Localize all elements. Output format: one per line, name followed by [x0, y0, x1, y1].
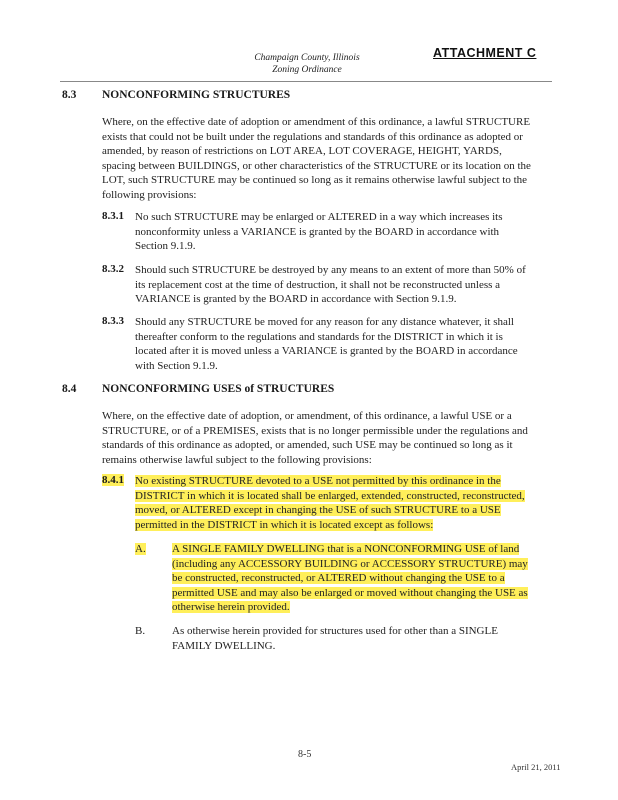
item-8-4-1-text: No existing STRUCTURE devoted to a USE not permitted by this ordinance in the DISTRICT in which it is located shall be enlarged, extended, constructed, reconstructed, moved, or ALTERED except in changing the USE of such STRUCTURE to a USE permitted in the DISTRICT in which it is located except as follows: [135, 475, 525, 531]
section-8-3-intro: Where, on the effective date of adoption or amendment of this ordinance, a lawful STRUCTURE exists that could not be built under the regulations and standards of this ordinance as adopted or amended, by reason of restrictions on LOT AREA, LOT COVERAGE, HEIGHT, YARDS, spacing between BUILDINGS, or other characteristics of the STRUCTURE or its location on the LOT, such STRUCTURE may be continued so long as it remains otherwise lawful subject to the following provisions: [102, 116, 531, 201]
attachment-label: ATTACHMENT C [433, 46, 537, 60]
item-8-3-1-text: No such STRUCTURE may be enlarged or ALTERED in a way which increases its nonconformity unless a VARIANCE is granted by the BOARD in accordance with Section 9.1.9. [135, 211, 503, 253]
subitem-a-text: A SINGLE FAMILY DWELLING that is a NONCONFORMING USE of land (including any ACCESSORY BUILDING or ACCESSORY STRUCTURE) may be constructed, reconstructed, or ALTERED without changing the USE to a permitted USE and may also be enlarged or moved without changing the USE as otherwise herein provided. [172, 543, 528, 614]
item-8-3-2-text: Should such STRUCTURE be destroyed by any means to an extent of more than 50% of its replacement cost at the time of destruction, it shall not be reconstructed unless a VARIANCE is granted by the BOARD in accordance with Section 9.1.9. [135, 264, 526, 306]
county-name: Champaign County, Illinois [254, 53, 360, 63]
item-8-4-1-number: 8.4.1 [102, 474, 124, 486]
item-8-3-1-number: 8.3.1 [102, 210, 124, 222]
item-8-3-3-number: 8.3.3 [102, 315, 124, 327]
item-8-3-3-text: Should any STRUCTURE be moved for any reason for any distance whatever, it shall thereafter conform to the regulations and standards for the DISTRICT in which it is located after it is moved unless a VARIANCE is granted by the BOARD in accordance with Section 9.1.9. [135, 316, 518, 372]
ordinance-name: Zoning Ordinance [272, 65, 342, 75]
subitem-b-label: B. [135, 625, 146, 637]
page-number: 8-5 [298, 749, 312, 760]
subitem-b-text: As otherwise herein provided for structures used for other than a SINGLE FAMILY DWELLING. [172, 625, 498, 652]
section-8-4-title: NONCONFORMING USES of STRUCTURES [102, 383, 335, 395]
section-8-3-number: 8.3 [62, 89, 77, 101]
section-8-4-number: 8.4 [62, 383, 77, 395]
revision-date: April 21, 2011 [511, 762, 561, 772]
header-rule [60, 81, 552, 82]
item-8-3-2-number: 8.3.2 [102, 263, 124, 275]
section-8-3-title: NONCONFORMING STRUCTURES [102, 89, 291, 101]
subitem-a-label: A. [135, 543, 146, 555]
section-8-4-intro: Where, on the effective date of adoption, or amendment, of this ordinance, a lawful USE or a STRUCTURE, or of a PREMISES, exists that is no longer permissible under the regulations and standards of this ordinance as adopted, or amended, such USE may be continued so long as it remains otherwise lawful subject to the following provisions: [102, 410, 528, 466]
